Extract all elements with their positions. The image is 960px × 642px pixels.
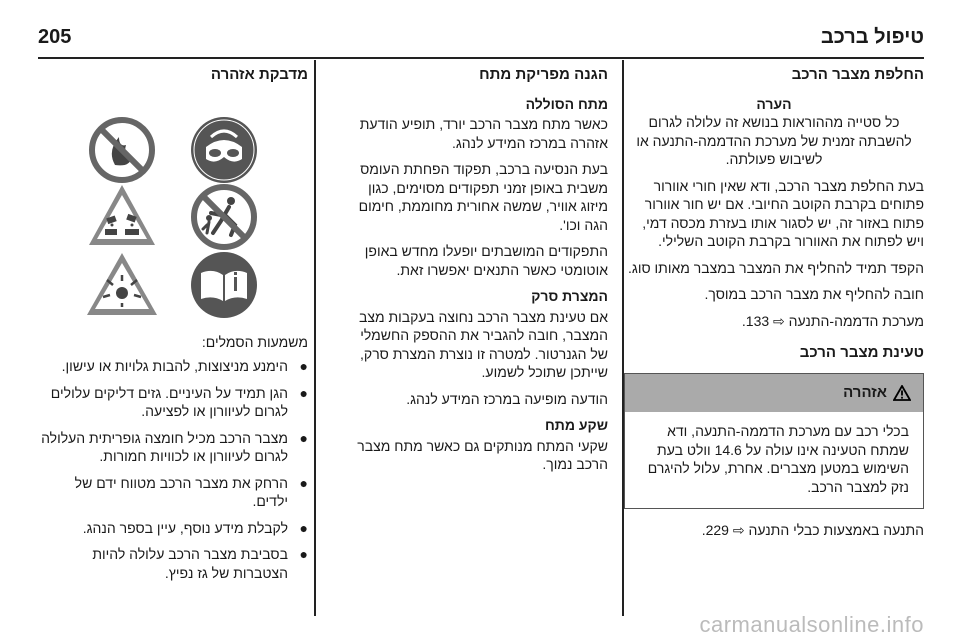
warning-triangle-icon (893, 385, 911, 401)
bullet-icon: ● (299, 546, 308, 562)
paragraph: כאשר מתח מצבר הרכב יורד, תופיע הודעת אזהרה במרכז המידע לנהג. (359, 116, 608, 151)
bullet-icon: ● (299, 384, 308, 401)
explosive-icon (87, 253, 157, 315)
warning-title: אזהרה (843, 383, 887, 401)
bullet-icon: ● (299, 358, 308, 374)
list-item: ● מצבר הרכב מכיל חומצה גופריתית העלולה לגרום לעיוורון או לכוויות חמורות. (41, 429, 308, 464)
corrosive-icon (89, 185, 155, 245)
section-title-battery-charging: טעינת מצבר הרכב (799, 344, 924, 361)
subsection-title: שקע מתח (545, 417, 608, 433)
watermark: carmanualsonline.info (699, 612, 924, 637)
warning-box (624, 373, 924, 510)
warning-header (625, 374, 923, 413)
list-item: ● הימנע מניצוצות, להבות גלויות או עישון. (61, 358, 308, 374)
reference-page: 229 (705, 522, 729, 538)
paragraph: הקפד תמיד להחליף את המצבר במצבר מאותו סוג. (628, 259, 924, 276)
section-title-warning-label: מדבקת אזהרה (210, 66, 308, 83)
cross-reference: מערכת הדממה-התנעה ⇨ 133. (741, 312, 924, 329)
paragraph: בעת הנסיעה ברכב, תפקוד הפחתת העומס משבית באופן זמני תפקודים מסוימים, כגון מיזוג אוויר, שמשה אחורית מחוממת, חימום הגה וכו'. (358, 161, 608, 233)
arrow-icon: ⇨ (773, 312, 785, 329)
right-column (624, 66, 924, 548)
bullet-icon: ● (299, 429, 308, 446)
page-header (38, 26, 924, 56)
left-column (38, 66, 308, 590)
reference-text: מערכת הדממה-התנעה (788, 312, 924, 329)
column-divider-left (314, 60, 316, 616)
arrow-icon: ⇨ (732, 522, 745, 538)
section-title-discharge-protection: הגנה מפריקת מתח (479, 66, 608, 83)
page-number: 205 (38, 26, 72, 48)
paragraph: שקעי המתח מנותקים גם כאשר מתח מצבר הרכב נמוך. (357, 437, 608, 472)
list-item: ● הגן תמיד על העיניים. גזים דליקים עלולים לגרום לעיוורון או לפציעה. (50, 384, 308, 419)
paragraph: אם טעינת מצבר הרכב נחוצה בעקבות מצב המצבר, חובה להגביר את ההספק החשמלי של הגנרטור. למטרה זו נוצרת המצרת סרק, שייתכן שתוכל לשמוע. (358, 308, 608, 380)
list-item: ● לקבלת מידע נוסף, עיין בספר הנהג. (82, 519, 308, 536)
read-manual-icon (191, 252, 257, 318)
no-fire-icon (92, 120, 152, 180)
paragraph: בעת החלפת מצבר הרכב, ודא שאין חורי אוורור פתוחים בקרבת הקוטב החיובי. אם יש חור אוורור פתוח באזור זה, יש לסגור אותו בעזרת מכסה דמי, ויש לפתוח את האוורור בקרבת הקוטב השלילי. (642, 177, 924, 249)
warning-label-icons (71, 115, 275, 319)
note-heading: הערה (756, 95, 792, 112)
cross-reference: התנעה באמצעות כבלי התנעה ⇨ 229. (701, 522, 924, 538)
warning-text: בכלי רכב עם מערכת הדממה-התנעה, ודא שמתח הטעינה אינו עולה על 14.6 וולט בעת השימוש במטען מצברים. אחרת, עלול להיגרם נזק למצבר הרכב. (647, 423, 909, 495)
keep-children-away-icon (194, 187, 254, 247)
symbols-meaning-title: משמעות הסמלים: (201, 333, 308, 350)
bullet-icon: ● (299, 519, 308, 536)
bullet-icon: ● (299, 474, 308, 491)
subsection-title: המצרת סרק (531, 288, 608, 304)
paragraph: חובה להחליף את מצבר הרכב במוסך. (704, 286, 924, 302)
middle-column (346, 66, 608, 482)
eye-protection-icon (191, 117, 257, 183)
note-text: כל סטייה מההוראות בנושא זה עלולה לגרום להשבתה זמנית של מערכת ההדממה-התנעה או לשיבוש פעולתה. (636, 114, 912, 167)
list-item: ● בסביבת מצבר הרכב עלולה להיות הצטברות של גז נפיץ. (92, 546, 308, 581)
header-rule (38, 57, 924, 59)
paragraph: הודעה מופיעה במרכז המידע לנהג. (406, 390, 608, 407)
paragraph: התפקודים המושבתים יופעלו מחדש באופן אוטומטי כאשר התנאים יאפשרו זאת. (364, 243, 608, 278)
page-title: טיפול ברכב (820, 26, 924, 48)
reference-page: 133 (745, 312, 770, 329)
subsection-title: מתח הסוללה (525, 95, 608, 112)
reference-text: התנעה באמצעות כבלי התנעה (748, 522, 924, 538)
list-item: ● הרחק את מצבר הרכב מטווח ידם של ילדים. (74, 474, 308, 509)
section-title-battery-replacement: החלפת מצבר הרכב (791, 66, 924, 83)
symbols-meaning-list (38, 357, 308, 582)
